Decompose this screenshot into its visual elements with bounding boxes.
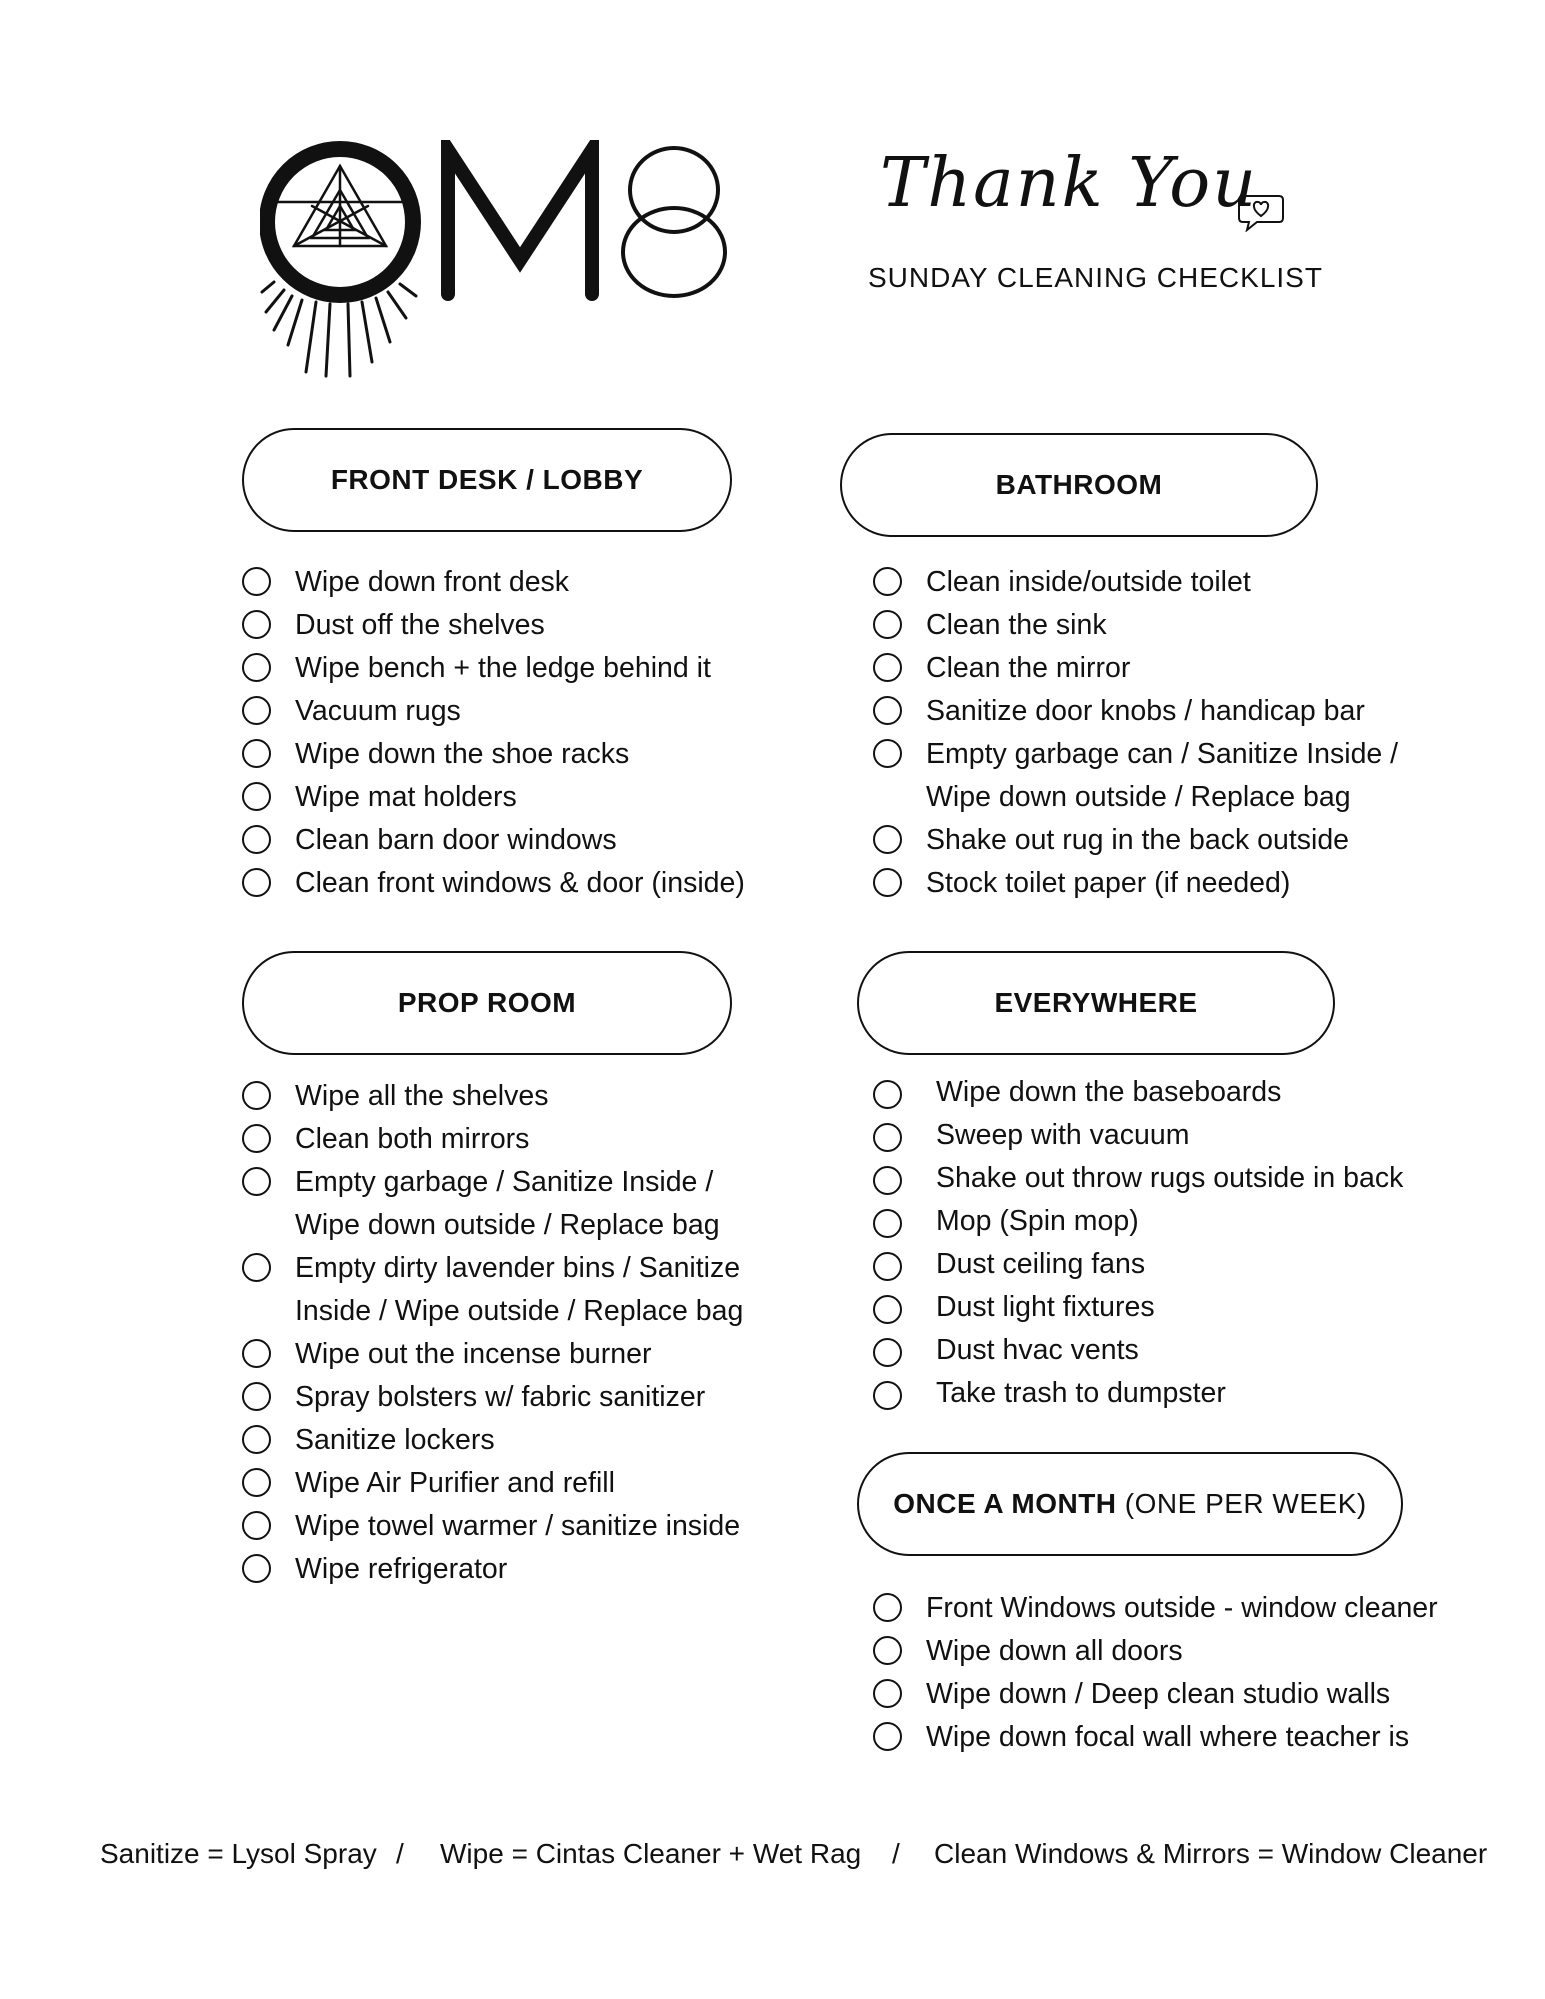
checklist-item <box>242 690 745 733</box>
checklist-item-text: Sanitize door knobs / handicap bar <box>926 695 1365 727</box>
checkbox-circle[interactable] <box>242 1511 271 1540</box>
checkbox-circle[interactable] <box>242 1167 271 1196</box>
checklist-item-text: Wipe towel warmer / sanitize inside <box>295 1510 741 1542</box>
checklist-item <box>873 819 1398 862</box>
checklist-item-text: Wipe down / Deep clean studio walls <box>926 1678 1391 1710</box>
checkbox-circle[interactable] <box>873 610 902 639</box>
checklist-item <box>873 733 1398 819</box>
checkbox-circle[interactable] <box>873 1338 902 1367</box>
checklist-item-text: Wipe out the incense burner <box>295 1338 652 1370</box>
checklist-item-text: Mop (Spin mop) <box>936 1205 1139 1237</box>
checklist-item-text: Empty dirty lavender bins / Sanitize <box>295 1252 741 1284</box>
checklist-item-text: Clean barn door windows <box>295 824 617 856</box>
section-title: PROP ROOM <box>397 987 577 1018</box>
checklist-item <box>242 1419 743 1462</box>
checkbox-circle[interactable] <box>242 567 271 596</box>
checkbox-circle[interactable] <box>873 1636 902 1665</box>
checklist-item <box>242 1247 743 1333</box>
checkbox-circle[interactable] <box>873 1295 902 1324</box>
checklist-item-text: Empty garbage / Sanitize Inside / <box>295 1166 714 1198</box>
checklist-item-text: Wipe down focal wall where teacher is <box>926 1721 1410 1753</box>
checkbox-circle[interactable] <box>242 1468 271 1497</box>
checklist-item <box>873 1329 1403 1372</box>
checklist-item <box>873 561 1398 604</box>
checklist-item-text: Clean front windows & door (inside) <box>295 867 745 899</box>
legend-clean: Clean Windows & Mirrors = Window Cleaner <box>934 1838 1488 1869</box>
checklist-item <box>873 1200 1403 1243</box>
logo-8 <box>623 148 725 296</box>
checklist-item-text: Wipe all the shelves <box>295 1080 549 1112</box>
checklist-item-text-continued: Wipe down outside / Replace bag <box>295 1209 720 1241</box>
checklist-item-text: Empty garbage can / Sanitize Inside / <box>926 738 1399 770</box>
checklist-item <box>873 604 1398 647</box>
section-header-everywhere <box>857 951 1335 1055</box>
checklist-item <box>242 862 745 905</box>
checklist-item-text: Clean inside/outside toilet <box>926 566 1251 598</box>
checkbox-circle[interactable] <box>873 1166 902 1195</box>
checklist-item <box>242 776 745 819</box>
checklist-item <box>873 647 1398 690</box>
section-title: FRONT DESK / LOBBY <box>330 464 644 495</box>
checkbox-circle[interactable] <box>873 1593 902 1622</box>
checkbox-circle[interactable] <box>242 739 271 768</box>
checkbox-circle[interactable] <box>873 868 902 897</box>
checkbox-circle[interactable] <box>242 1554 271 1583</box>
checkbox-circle[interactable] <box>242 1124 271 1153</box>
checklist-item <box>873 1630 1438 1673</box>
front-desk-checklist <box>242 561 745 905</box>
checklist-item-text: Clean the mirror <box>926 652 1131 684</box>
checklist-item-text-continued: Inside / Wipe outside / Replace bag <box>295 1295 744 1327</box>
checklist-item-text: Dust ceiling fans <box>936 1248 1146 1280</box>
checkbox-circle[interactable] <box>242 610 271 639</box>
checklist-item <box>242 604 745 647</box>
checklist-item <box>873 862 1398 905</box>
checkbox-circle[interactable] <box>873 1252 902 1281</box>
checklist-item <box>242 1505 743 1548</box>
checklist-item <box>242 1548 743 1591</box>
checklist-item <box>873 690 1398 733</box>
checkbox-circle[interactable] <box>242 1253 271 1282</box>
checkbox-circle[interactable] <box>873 1722 902 1751</box>
section-header-once-a-month <box>857 1452 1403 1556</box>
once-a-month-checklist <box>873 1587 1438 1759</box>
checklist-item <box>242 1118 743 1161</box>
checklist-item-text: Front Windows outside - window cleaner <box>926 1592 1438 1624</box>
checklist-item-text: Vacuum rugs <box>295 695 461 727</box>
checklist-item-text: Sanitize lockers <box>295 1424 495 1456</box>
checklist-item-text: Dust off the shelves <box>295 609 545 641</box>
section-header-front-desk <box>242 428 732 532</box>
checkbox-circle[interactable] <box>873 696 902 725</box>
section-title: BATHROOM <box>995 469 1163 500</box>
section-header-bathroom <box>840 433 1318 537</box>
checklist-item-text: Dust hvac vents <box>936 1334 1139 1366</box>
checklist-item <box>873 1716 1438 1759</box>
checklist-item <box>873 1286 1403 1329</box>
legend-wipe: Wipe = Cintas Cleaner + Wet Rag <box>440 1838 862 1869</box>
legend-separator: / <box>892 1838 900 1869</box>
checklist-item-text: Shake out rug in the back outside <box>926 824 1350 856</box>
checklist-item-text: Wipe Air Purifier and refill <box>295 1467 615 1499</box>
everywhere-checklist <box>873 1071 1403 1415</box>
section-title-note: (ONE PER WEEK) <box>1124 1488 1367 1519</box>
checklist-item <box>873 1372 1403 1415</box>
checklist-item <box>242 819 745 862</box>
checklist-item <box>242 1333 743 1376</box>
checklist-item <box>873 1071 1403 1114</box>
checklist-item-text: Sweep with vacuum <box>936 1119 1190 1151</box>
checklist-item-text: Spray bolsters w/ fabric sanitizer <box>295 1381 706 1413</box>
checklist-subtitle: SUNDAY CLEANING CHECKLIST <box>868 262 1323 293</box>
checklist-item <box>873 1243 1403 1286</box>
checkbox-circle[interactable] <box>873 1381 902 1410</box>
checkbox-circle[interactable] <box>242 1382 271 1411</box>
checklist-item-text: Shake out throw rugs outside in back <box>936 1162 1404 1194</box>
bathroom-checklist <box>873 561 1398 905</box>
checkbox-circle[interactable] <box>873 825 902 854</box>
checklist-item <box>242 733 745 776</box>
checkbox-circle[interactable] <box>873 567 902 596</box>
checkbox-circle[interactable] <box>242 1339 271 1368</box>
legend-sanitize: Sanitize = Lysol Spray <box>100 1838 377 1869</box>
checklist-item-text: Wipe refrigerator <box>295 1553 508 1585</box>
checklist-item <box>873 1587 1438 1630</box>
checkbox-circle[interactable] <box>242 1425 271 1454</box>
checklist-item-text: Wipe mat holders <box>295 781 517 813</box>
logo-m <box>448 150 592 294</box>
checklist-item <box>873 1114 1403 1157</box>
checkbox-circle[interactable] <box>873 1679 902 1708</box>
checkbox-circle[interactable] <box>242 696 271 725</box>
checklist-item-text: Wipe down front desk <box>295 566 570 598</box>
checklist-item-text: Dust light fixtures <box>936 1291 1155 1323</box>
prop-room-checklist <box>242 1075 743 1591</box>
checkbox-circle[interactable] <box>873 653 902 682</box>
checkbox-circle[interactable] <box>242 653 271 682</box>
om8-logo <box>260 140 740 390</box>
heart-speech-bubble-icon <box>1237 192 1285 232</box>
checklist-item <box>242 561 745 604</box>
checkbox-circle[interactable] <box>873 1123 902 1152</box>
checkbox-circle[interactable] <box>873 1080 902 1109</box>
checklist-item <box>242 1376 743 1419</box>
checklist-item <box>873 1673 1438 1716</box>
checklist-item <box>242 1075 743 1118</box>
checkbox-circle[interactable] <box>873 739 902 768</box>
checklist-item-text: Stock toilet paper (if needed) <box>926 867 1291 899</box>
checkbox-circle[interactable] <box>242 868 271 897</box>
checklist-item-text-continued: Wipe down outside / Replace bag <box>926 781 1351 813</box>
checklist-item-text: Clean the sink <box>926 609 1107 641</box>
checklist-item <box>242 1161 743 1247</box>
legend-separator: / <box>396 1838 404 1869</box>
section-title: ONCE A MONTH <box>893 1488 1117 1519</box>
thank-you-script-title: Thank You <box>880 144 1259 223</box>
section-header-prop-room <box>242 951 732 1055</box>
checklist-item <box>242 1462 743 1505</box>
checklist-item <box>242 647 745 690</box>
checkbox-circle[interactable] <box>242 782 271 811</box>
checklist-item-text: Wipe down all doors <box>926 1635 1183 1667</box>
checkbox-circle[interactable] <box>242 1081 271 1110</box>
checklist-item-text: Wipe down the shoe racks <box>295 738 630 770</box>
checklist-item-text: Take trash to dumpster <box>936 1377 1226 1409</box>
checklist-item-text: Clean both mirrors <box>295 1123 530 1155</box>
checkbox-circle[interactable] <box>873 1209 902 1238</box>
checkbox-circle[interactable] <box>242 825 271 854</box>
checklist-item <box>873 1157 1403 1200</box>
checklist-item-text: Wipe bench + the ledge behind it <box>295 652 711 684</box>
checklist-item-text: Wipe down the baseboards <box>936 1076 1282 1108</box>
section-title: EVERYWHERE <box>994 987 1198 1018</box>
